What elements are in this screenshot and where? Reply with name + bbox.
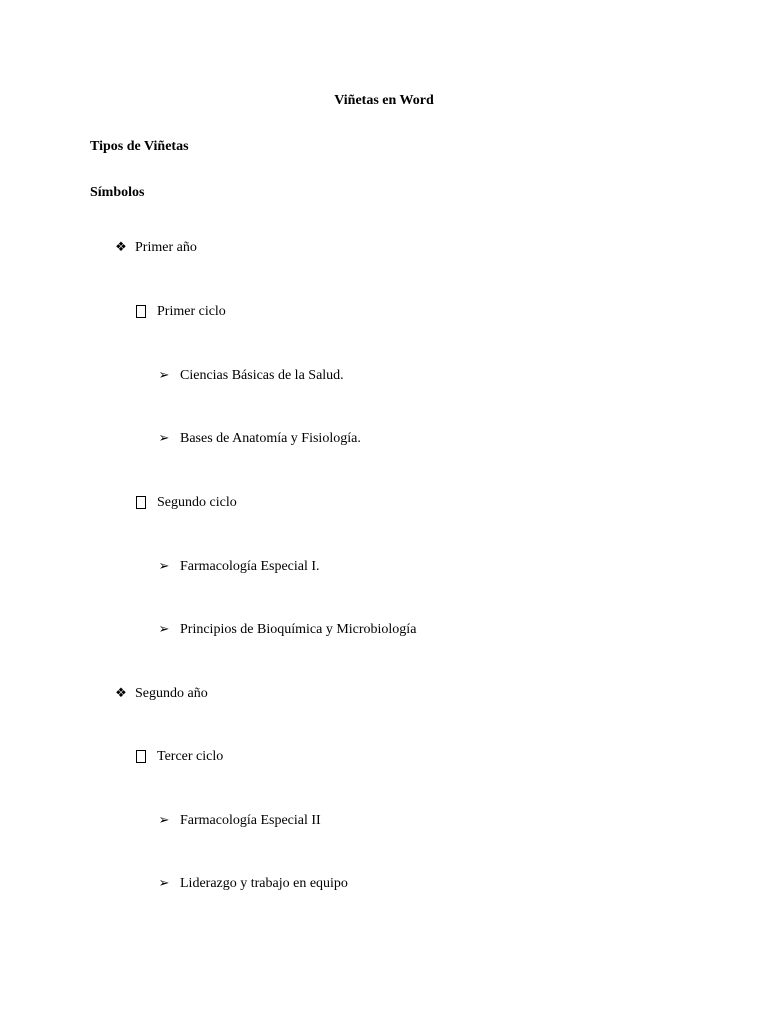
document-title: Viñetas en Word <box>334 93 434 108</box>
arrow-bullet-icon: ➢ <box>158 431 170 446</box>
list-item-label: Primer año <box>135 240 197 255</box>
list-item-label: Farmacología Especial II <box>180 813 321 828</box>
arrow-bullet-icon: ➢ <box>158 368 170 383</box>
list-item-label: Liderazgo y trabajo en equipo <box>180 876 348 891</box>
list-item-label: Tercer ciclo <box>157 749 224 764</box>
list-item-label: Bases de Anatomía y Fisiología. <box>180 431 361 446</box>
list-item-label: Principios de Bioquímica y Microbiología <box>180 622 417 637</box>
list-item-label: Segundo año <box>135 686 208 701</box>
arrow-bullet-icon: ➢ <box>158 622 170 637</box>
diamond-bullet-icon: ❖ <box>115 686 127 701</box>
list-item-label: Segundo ciclo <box>157 495 237 510</box>
section-heading-tipos: Tipos de Viñetas <box>90 139 189 154</box>
missing-glyph-bullet-icon <box>136 750 146 763</box>
list-item-label: Primer ciclo <box>157 304 226 319</box>
arrow-bullet-icon: ➢ <box>158 813 170 828</box>
arrow-bullet-icon: ➢ <box>158 876 170 891</box>
diamond-bullet-icon: ❖ <box>115 240 127 255</box>
arrow-bullet-icon: ➢ <box>158 559 170 574</box>
subsection-heading-simbolos: Símbolos <box>90 185 145 200</box>
missing-glyph-bullet-icon <box>136 496 146 509</box>
missing-glyph-bullet-icon <box>136 305 146 318</box>
list-item-label: Ciencias Básicas de la Salud. <box>180 368 344 383</box>
list-item-label: Farmacología Especial I. <box>180 559 320 574</box>
